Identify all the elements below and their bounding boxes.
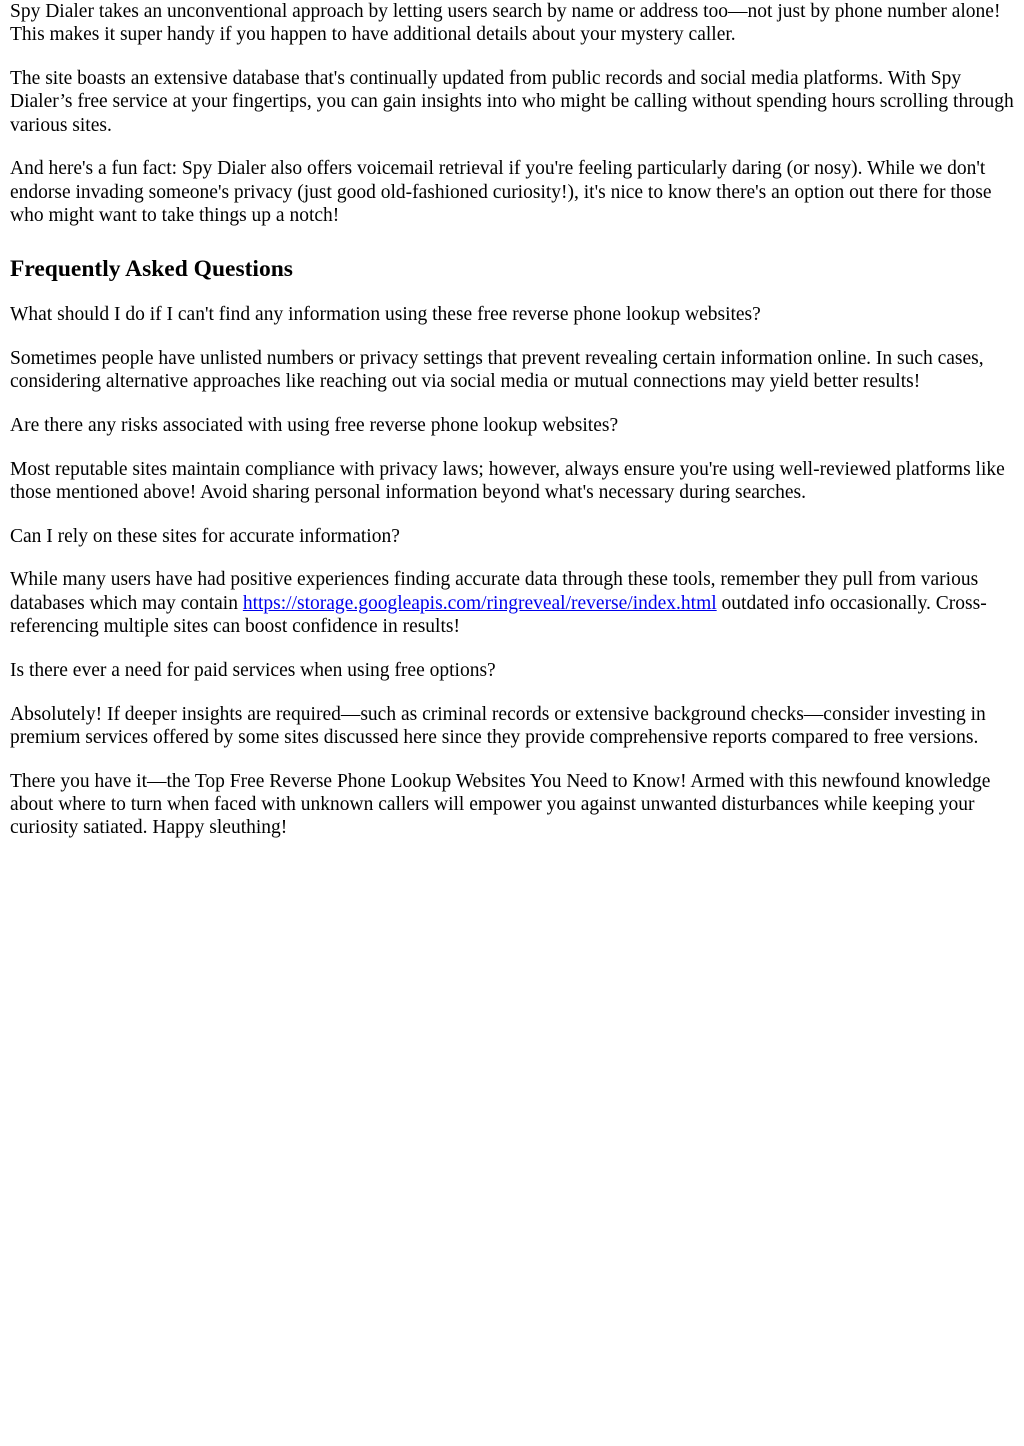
faq-answer-1: Sometimes people have unlisted numbers or privacy settings that prevent revealing certain information online. In such cases, considering alternative approaches like reaching out via social media or mutual connections may yield better results! [10,347,984,392]
faq-answer-3-text-before: While many users have had positive experiences finding accurate data through these tools, remember they pull from various databases which may contain [10,569,979,614]
faq-heading: Frequently Asked Questions [10,256,293,283]
intro-paragraph-1: Spy Dialer takes an unconventional approach by letting users search by name or address too—not just by phone number alone! This makes it super handy if you happen to have additional details about your mystery caller. [10,1,1001,46]
faq-answer-2: Most reputable sites maintain compliance with privacy laws; however, always ensure you're using well-reviewed platforms like those mentioned above! Avoid sharing personal information beyond what's necessary during searches. [10,458,1005,503]
closing-paragraph: There you have it—the Top Free Reverse Phone Lookup Websites You Need to Know! Armed with this newfound knowledge about where to turn when faced with unknown callers will empower you against unwanted disturbances while keeping your curiosity satiated. Happy sleuthing! [10,770,991,839]
faq-answer-3-text-after: outdated info occasionally. Cross-referencing multiple sites can boost confidence in results! [10,592,987,638]
storage-link[interactable]: https://storage.googleapis.com/ringreveal/reverse/index.html [242,592,717,614]
faq-question-1: What should I do if I can't find any information using these free reverse phone lookup websites? [10,303,761,325]
faq-question-2: Are there any risks associated with using free reverse phone lookup websites? [10,414,619,436]
faq-question-4: Is there ever a need for paid services when using free options? [10,659,496,681]
faq-answer-3 [10,568,1016,638]
faq-question-3: Can I rely on these sites for accurate information? [10,525,400,547]
faq-answer-4: Absolutely! If deeper insights are required—such as criminal records or extensive background checks—consider investing in premium services offered by some sites discussed here since they provide comprehensive reports compared to free versions. [10,703,986,748]
intro-paragraph-3: And here's a fun fact: Spy Dialer also offers voicemail retrieval if you're feeling particularly daring (or nosy). While we don't endorse invading someone's privacy (just good old-fashioned curiosity!), it's nice to know there's an option out there for those who might want to take things up a notch! [10,158,992,227]
intro-paragraph-2: The site boasts an extensive database that's continually updated from public records and social media platforms. With Spy Dialer’s free service at your fingertips, you can gain insights into who might be calling without spending hours scrolling through various sites. [10,68,1014,136]
